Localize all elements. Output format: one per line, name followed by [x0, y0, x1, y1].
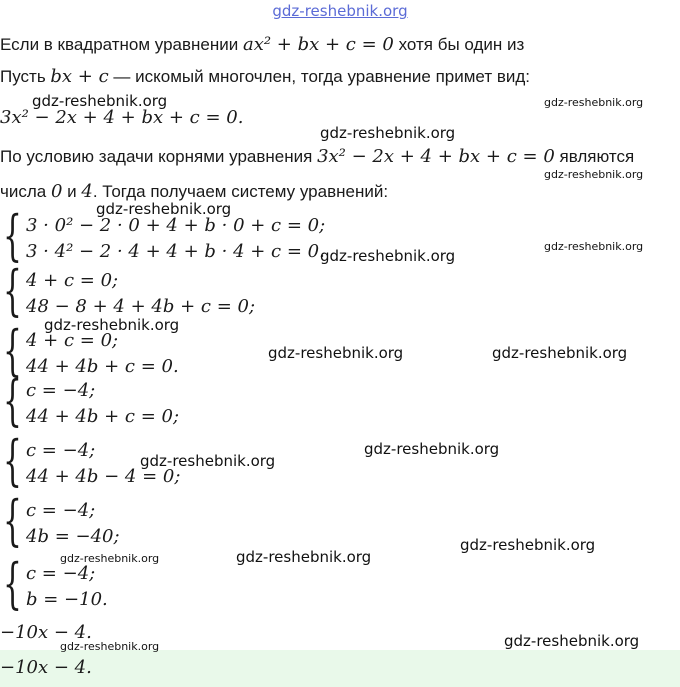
system-equation: 44 + 4b − 4 = 0; [26, 466, 181, 487]
answer-box [0, 650, 680, 687]
watermark-text: gdz-reshebnik.org [60, 640, 160, 653]
system-brace: { [3, 429, 22, 492]
intro-line-4-prefix: По условию задачи корнями уравнения [0, 147, 313, 166]
system-equation: c = −4; [26, 500, 96, 521]
equation-1: 3x² − 2x + 4 + bx + c = 0. [0, 107, 244, 128]
watermark-text: gdz-reshebnik.org [320, 247, 456, 265]
watermark-text: gdz-reshebnik.org [492, 344, 628, 362]
intro-line-2-math: bx + c [50, 66, 109, 87]
intro-line-4 [0, 146, 634, 168]
system-brace: { [3, 369, 22, 432]
result-line: −10x − 4. [0, 622, 92, 643]
intro-line-4-suffix: являются [559, 147, 635, 166]
answer-text: −10x − 4. [0, 657, 92, 678]
watermark-text: gdz-reshebnik.org [60, 552, 160, 565]
system-equation: 3 · 0² − 2 · 0 + 4 + b · 0 + c = 0; [26, 215, 326, 236]
intro-line-1-math: ax² + bx + c = 0 [242, 34, 394, 55]
watermark-text: gdz-reshebnik.org [236, 548, 372, 566]
intro-line-2-suffix: — искомый многочлен, тогда уравнение примет вид: [113, 67, 531, 86]
system-equation: c = −4; [26, 380, 96, 401]
watermark-text: gdz-reshebnik.org [140, 452, 276, 470]
intro-line-2-prefix: Пусть [0, 67, 46, 86]
system-equation: c = −4; [26, 440, 96, 461]
system-equation: 4 + c = 0; [26, 330, 119, 351]
system-equation: 44 + 4b + c = 0. [26, 356, 179, 377]
watermark-text: gdz-reshebnik.org [364, 440, 500, 458]
system-equation: 44 + 4b + c = 0; [26, 406, 180, 427]
intro-line-5-and: и [67, 182, 77, 201]
watermark-text: gdz-reshebnik.org [96, 200, 232, 218]
system-equation: c = −4; [26, 563, 96, 584]
watermark-text: gdz-reshebnik.org [544, 96, 644, 109]
intro-line-1 [0, 34, 524, 56]
watermark-text: gdz-reshebnik.org [544, 240, 644, 253]
intro-line-5-four: 4 [81, 181, 93, 202]
watermark-text: gdz-reshebnik.org [504, 632, 640, 650]
system-brace: { [3, 552, 22, 615]
watermark-text: gdz-reshebnik.org [544, 168, 644, 181]
intro-line-2 [0, 66, 530, 88]
watermark-text: gdz-reshebnik.org [268, 344, 404, 362]
watermark-text: gdz-reshebnik.org [44, 316, 180, 334]
watermark-text: gdz-reshebnik.org [460, 536, 596, 554]
system-equation: 48 − 8 + 4 + 4b + c = 0; [26, 296, 256, 317]
intro-line-4-math: 3x² − 2x + 4 + bx + c = 0 [317, 146, 555, 167]
system-brace: { [3, 319, 22, 382]
system-equation: 4 + c = 0; [26, 270, 119, 291]
watermark-text: gdz-reshebnik.org [320, 124, 456, 142]
system-brace: { [3, 259, 22, 322]
watermark-text: gdz-reshebnik.org [32, 92, 168, 110]
intro-line-5-zero: 0 [50, 181, 63, 202]
intro-line-1-suffix: хотя бы один из [398, 35, 525, 54]
system-brace: { [3, 204, 22, 267]
site-header-link[interactable]: gdz-reshebnik.org [272, 2, 408, 20]
system-equation: 4b = −40; [26, 526, 120, 547]
system-equation: 3 · 4² − 2 · 4 + 4 + b · 4 + c = 0. [26, 241, 325, 262]
system-brace: { [3, 489, 22, 552]
intro-line-1-prefix: Если в квадратном уравнении [0, 35, 239, 54]
intro-line-5-suffix: . Тогда получаем систему уравнений: [92, 182, 389, 201]
system-equation: b = −10. [26, 589, 108, 610]
intro-line-5-prefix: числа [0, 182, 47, 201]
